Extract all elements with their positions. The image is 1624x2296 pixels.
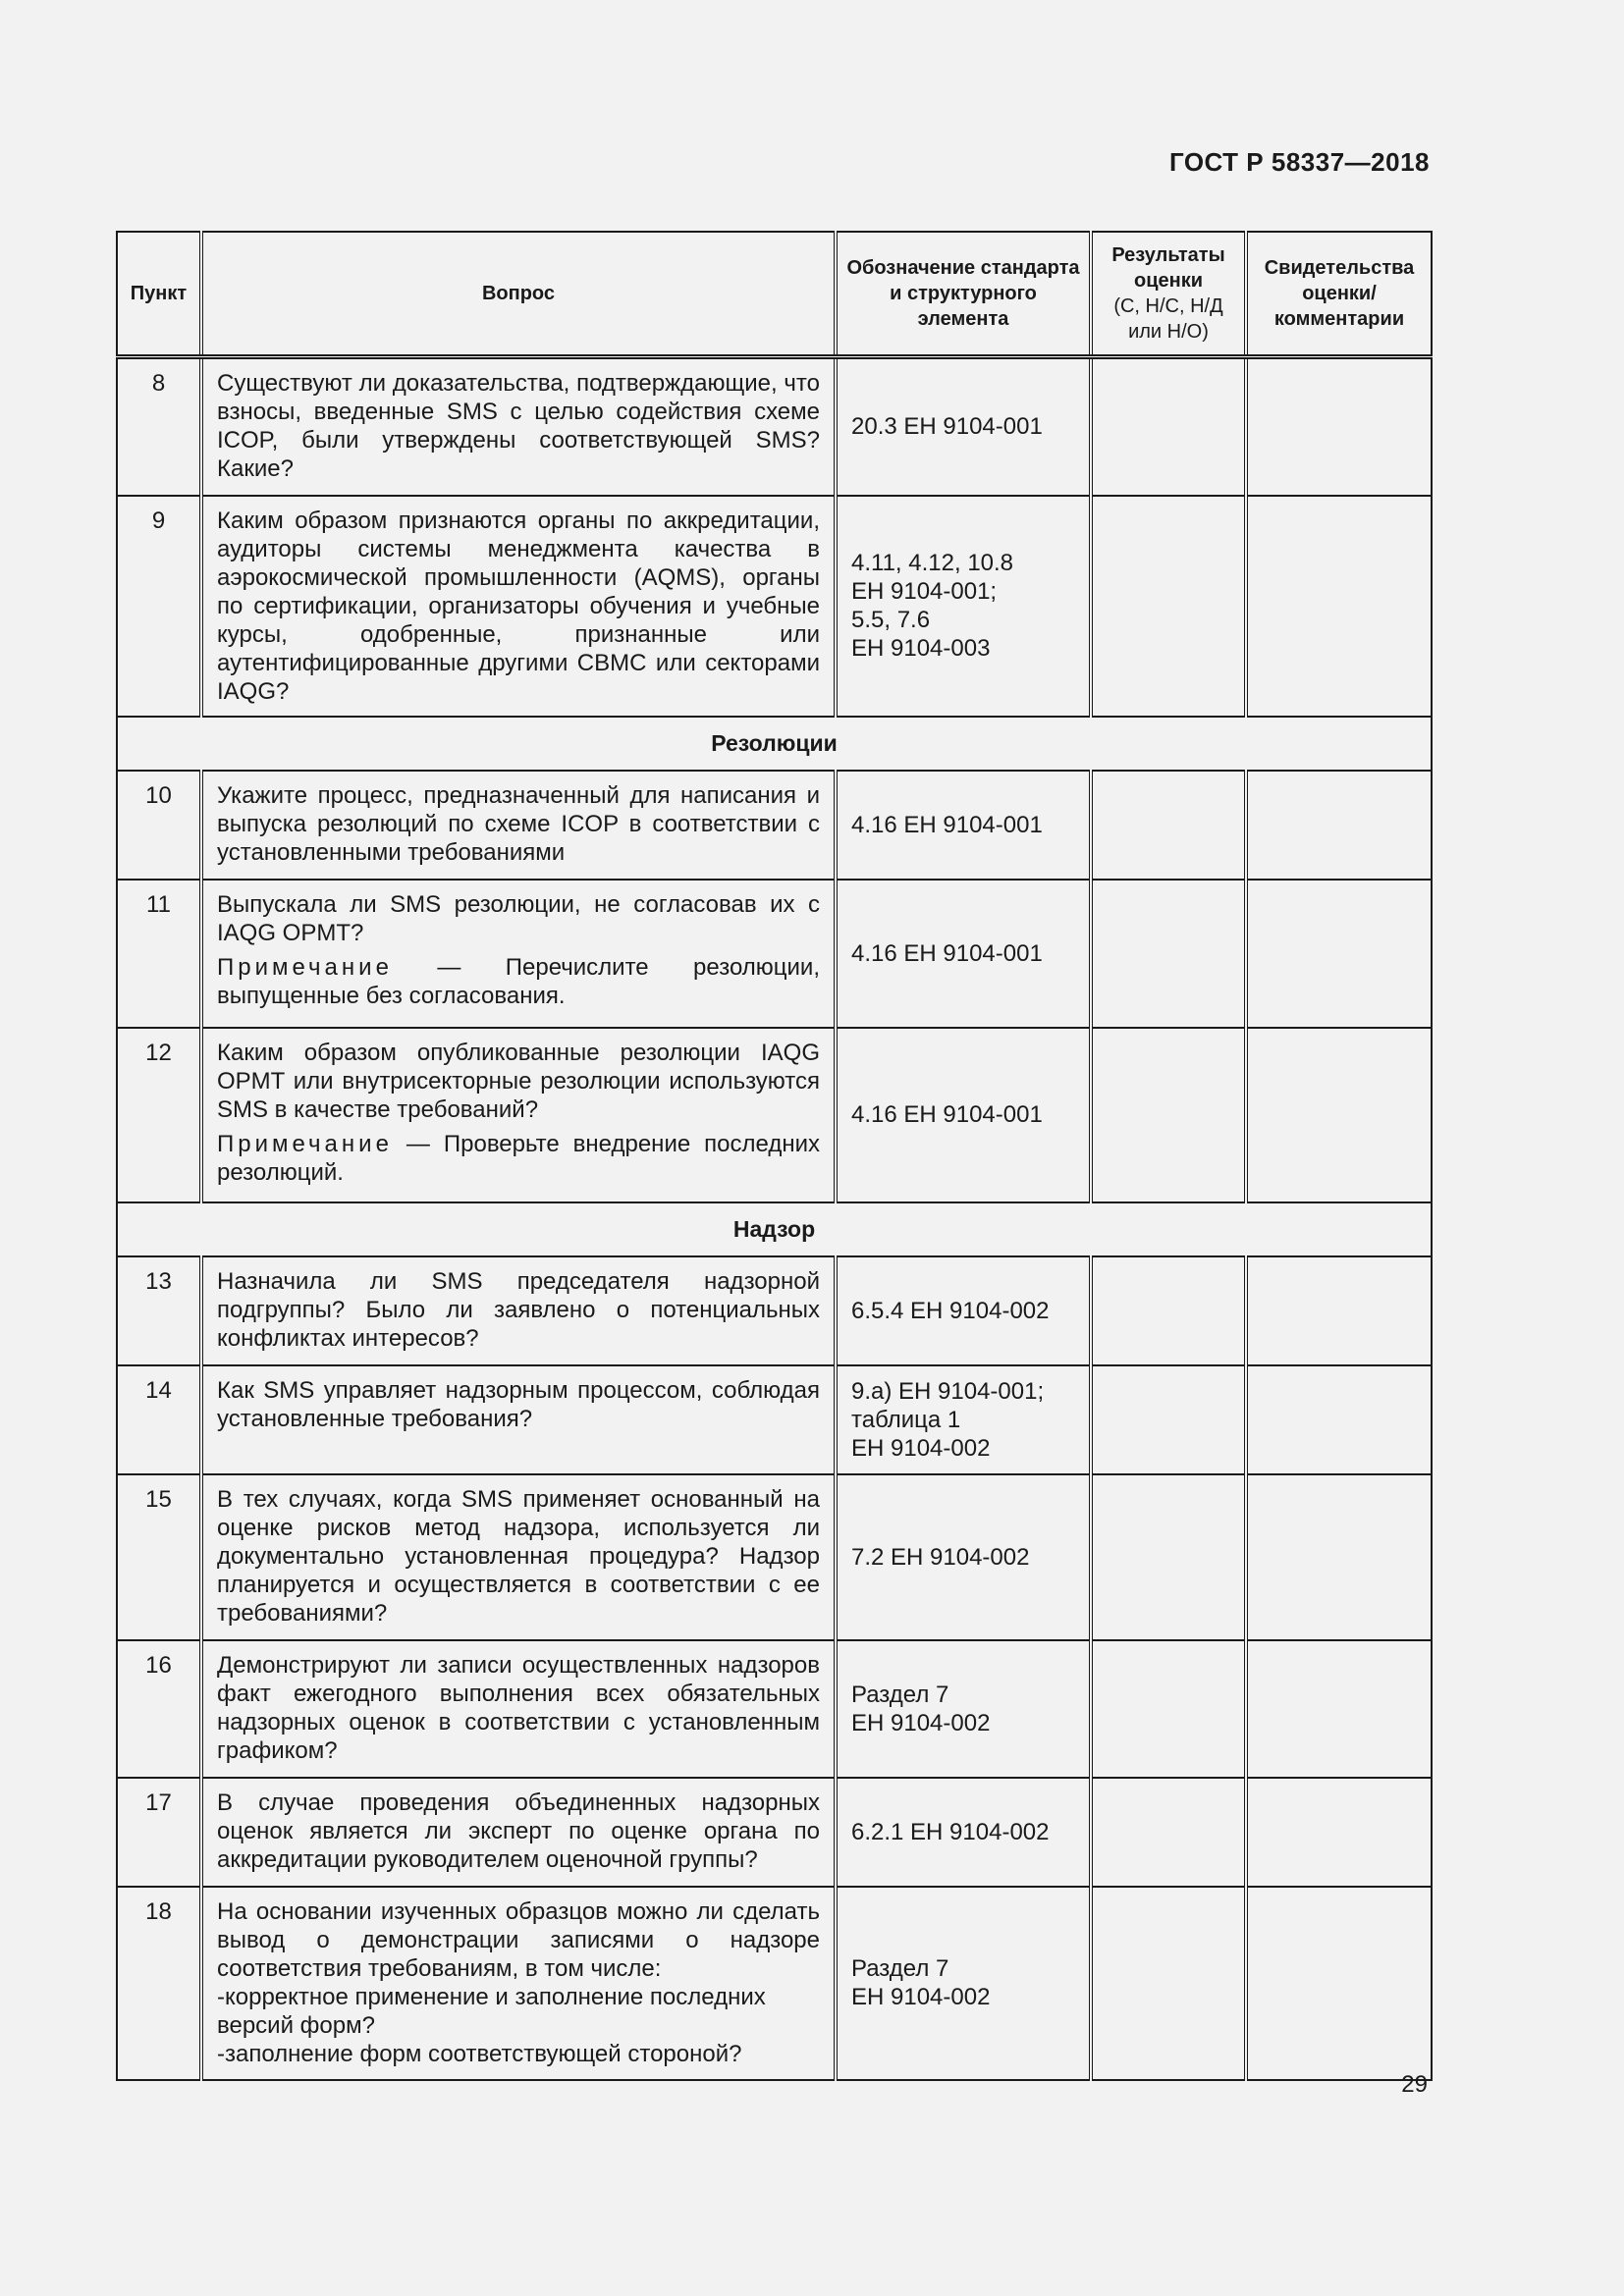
col-header-num: Пункт xyxy=(117,232,201,357)
row-note xyxy=(217,953,820,1010)
row-standard: 4.16 EH 9104-001 xyxy=(836,880,1091,1028)
row-result-cell xyxy=(1091,880,1246,1028)
row-evidence-cell xyxy=(1246,1640,1432,1778)
row-evidence-cell xyxy=(1246,1887,1432,2080)
row-result-cell xyxy=(1091,1887,1246,2080)
row-standard: Раздел 7 EH 9104-002 xyxy=(836,1640,1091,1778)
table-row xyxy=(117,1887,1432,2080)
section-row-supervision xyxy=(117,1202,1432,1256)
row-standard: 9.a) EH 9104-001; таблица 1 EH 9104-002 xyxy=(836,1365,1091,1474)
row-result-cell xyxy=(1091,771,1246,880)
row-question: Существуют ли доказательства, подтверждающие, что взносы, введенные SMS с целью содействия схеме ICOP, были утверждены соответствующей SMS? Какие? xyxy=(201,357,836,496)
row-evidence-cell xyxy=(1246,771,1432,880)
row-result-cell xyxy=(1091,496,1246,717)
section-row-resolutions xyxy=(117,717,1432,771)
row-standard: 4.11, 4.12, 10.8 EH 9104-001; 5.5, 7.6 EH 9104-003 xyxy=(836,496,1091,717)
row-question-item: -заполнение форм соответствующей стороной? xyxy=(217,2040,742,2067)
row-evidence-cell xyxy=(1246,1028,1432,1202)
row-num: 18 xyxy=(117,1887,201,2080)
row-num: 12 xyxy=(117,1028,201,1202)
col-header-results-title: Результаты оценки xyxy=(1111,244,1225,292)
row-evidence-cell xyxy=(1246,496,1432,717)
row-question-item: -корректное применение и заполнение последних версий форм? xyxy=(217,1983,766,2039)
note-label: Примечание xyxy=(217,953,393,981)
row-question-cell xyxy=(201,1028,836,1202)
page-number: 29 xyxy=(1401,2071,1428,2098)
row-evidence-cell xyxy=(1246,1365,1432,1474)
col-header-evidence: Свидетельства оценки/ комментарии xyxy=(1246,232,1432,357)
table-row xyxy=(117,771,1432,880)
table-row xyxy=(117,1028,1432,1202)
row-standard: 4.16 EH 9104-001 xyxy=(836,771,1091,880)
row-evidence-cell xyxy=(1246,880,1432,1028)
row-question: Каким образом опубликованные резолюции IAQG OPMT или внутрисекторные резолюции используются SMS в качестве требований? xyxy=(217,1039,820,1123)
section-title: Надзор xyxy=(117,1202,1432,1256)
col-header-standard xyxy=(836,232,1091,357)
table-row xyxy=(117,1365,1432,1474)
row-standard: 7.2 EH 9104-002 xyxy=(836,1474,1091,1640)
row-question: Как SMS управляет надзорным процессом, соблюдая установленные требования? xyxy=(201,1365,836,1474)
col-header-results xyxy=(1091,232,1246,357)
table-row xyxy=(117,1778,1432,1887)
table-row xyxy=(117,1474,1432,1640)
row-evidence-cell xyxy=(1246,1256,1432,1365)
row-evidence-cell xyxy=(1246,1474,1432,1640)
row-result-cell xyxy=(1091,1640,1246,1778)
row-question: На основании изученных образцов можно ли сделать вывод о демонстрации записями о надзоре соответствия требованиям, в том числе: xyxy=(217,1897,820,1982)
col-header-standard-text: Обозначение стандарта и структурного элемента xyxy=(846,257,1080,330)
row-standard: 6.5.4 EH 9104-002 xyxy=(836,1256,1091,1365)
row-note xyxy=(217,1130,820,1187)
row-result-cell xyxy=(1091,1365,1246,1474)
row-question: Каким образом признаются органы по аккредитации, аудиторы системы менеджмента качества в аэрокосмической промышленности (AQMS), органы по сертификации, организаторы обучения и учебные курсы, одобренные, признанные или аутентифицированные другими СВМС или секторами IAQG? xyxy=(201,496,836,717)
row-num: 8 xyxy=(117,357,201,496)
row-num: 9 xyxy=(117,496,201,717)
table-row xyxy=(117,1640,1432,1778)
row-question-cell xyxy=(201,880,836,1028)
row-num: 17 xyxy=(117,1778,201,1887)
row-num: 16 xyxy=(117,1640,201,1778)
section-title: Резолюции xyxy=(117,717,1432,771)
note-label: Примечание xyxy=(217,1130,393,1157)
row-standard: 4.16 EH 9104-001 xyxy=(836,1028,1091,1202)
row-result-cell xyxy=(1091,1028,1246,1202)
col-header-question: Вопрос xyxy=(201,232,836,357)
note-text: — Перечислите резолюции, выпущенные без согласования. xyxy=(217,953,820,1009)
col-header-results-sub: (С, Н/С, Н/Д или Н/О) xyxy=(1113,295,1223,343)
row-result-cell xyxy=(1091,1778,1246,1887)
row-result-cell xyxy=(1091,1256,1246,1365)
document-header: ГОСТ Р 58337—2018 xyxy=(1168,147,1430,177)
table-row xyxy=(117,880,1432,1028)
row-question-cell xyxy=(201,1887,836,2080)
table-header-row xyxy=(117,232,1432,357)
row-question: В тех случаях, когда SMS применяет основанный на оценке рисков метод надзора, используется ли документально установленная процедура? Надзор планируется и осуществляется в соответствии с ее требованиями? xyxy=(201,1474,836,1640)
table-row xyxy=(117,357,1432,496)
row-num: 13 xyxy=(117,1256,201,1365)
row-question: В случае проведения объединенных надзорных оценок является ли эксперт по оценке органа по аккредитации руководителем оценочной группы? xyxy=(201,1778,836,1887)
row-num: 15 xyxy=(117,1474,201,1640)
row-num: 11 xyxy=(117,880,201,1028)
row-question: Назначила ли SMS председателя надзорной подгруппы? Было ли заявлено о потенциальных конфликтах интересов? xyxy=(201,1256,836,1365)
row-question: Демонстрируют ли записи осуществленных надзоров факт ежегодного выполнения всех обязательных надзорных оценок в соответствии с установленным графиком? xyxy=(201,1640,836,1778)
table-row xyxy=(117,496,1432,717)
row-evidence-cell xyxy=(1246,357,1432,496)
row-question: Укажите процесс, предназначенный для написания и выпуска резолюций по схеме ICOP в соответствии с установленными требованиями xyxy=(201,771,836,880)
row-standard: 6.2.1 EH 9104-002 xyxy=(836,1778,1091,1887)
row-standard: Раздел 7 EH 9104-002 xyxy=(836,1887,1091,2080)
table-row xyxy=(117,1256,1432,1365)
row-evidence-cell xyxy=(1246,1778,1432,1887)
row-result-cell xyxy=(1091,357,1246,496)
note-text: — Проверьте внедрение последних резолюций. xyxy=(217,1130,820,1186)
checklist-table xyxy=(116,231,1433,2081)
row-num: 10 xyxy=(117,771,201,880)
row-num: 14 xyxy=(117,1365,201,1474)
row-question: Выпускала ли SMS резолюции, не согласовав их с IAQG OPMT? xyxy=(217,890,820,946)
row-standard: 20.3 EH 9104-001 xyxy=(836,357,1091,496)
row-result-cell xyxy=(1091,1474,1246,1640)
